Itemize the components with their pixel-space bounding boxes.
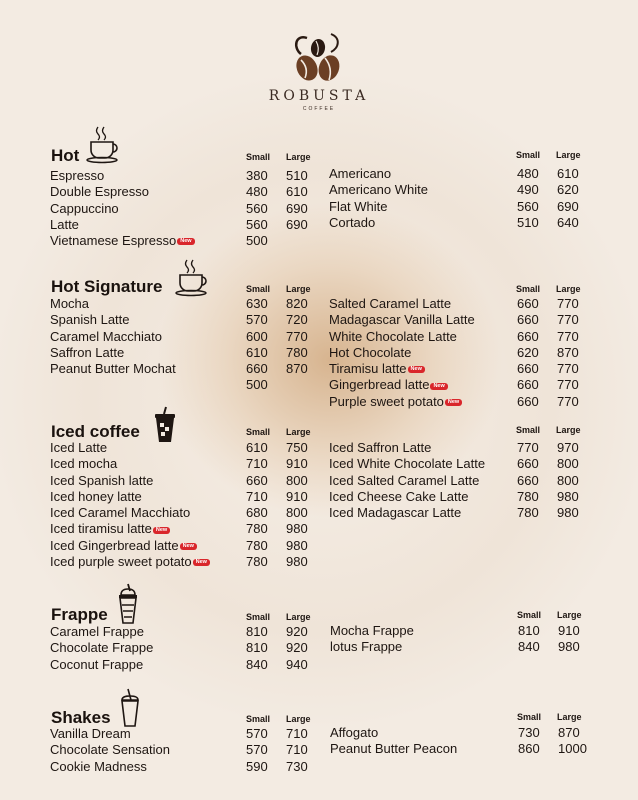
large-header: Large [286, 284, 311, 294]
small-header: Small [516, 284, 541, 294]
coffee-cup-icon [175, 257, 211, 297]
price-small: 660 [517, 328, 539, 344]
small-header: Small [246, 714, 271, 724]
new-badge: New [408, 366, 425, 373]
small-header: Small [517, 610, 542, 620]
price-large: 710 [286, 742, 308, 758]
price-small: 480 [517, 166, 539, 181]
coffee-cup-icon [86, 124, 122, 164]
price-small: 680 [246, 505, 268, 521]
large-header: Large [286, 612, 311, 622]
item-name: Iced White Chocolate Latte [329, 456, 486, 472]
new-badge: New [177, 238, 194, 245]
price-small: 710 [246, 456, 268, 472]
item-name: Salted Caramel Latte [329, 296, 452, 311]
item-name: Cappuccino [50, 200, 119, 216]
item-name: Iced Caramel Macchiato [50, 505, 191, 521]
brand-logo [0, 28, 638, 112]
large-header: Large [286, 152, 311, 162]
price-small: 610 [246, 344, 268, 360]
price-large: 690 [286, 216, 308, 232]
price-small: 600 [246, 328, 268, 344]
price-small: 780 [246, 521, 268, 537]
item-name: Iced Spanish latte [50, 472, 154, 488]
large-header: Large [286, 714, 311, 724]
price-large: 910 [286, 456, 308, 472]
large-header: Large [557, 610, 582, 620]
price-large: 920 [286, 640, 308, 656]
price-small: 660 [517, 377, 539, 393]
item-name: Caramel Macchiato [50, 328, 162, 344]
price-small: 660 [246, 361, 268, 377]
price-large: 980 [286, 521, 308, 537]
price-large: 980 [558, 639, 580, 655]
new-badge: New [180, 543, 197, 550]
price-large: 870 [558, 725, 580, 740]
price-small: 810 [246, 640, 268, 656]
price-large: 1000 [558, 741, 587, 757]
item-name: Iced Madagascar Latte [329, 505, 462, 521]
item-name: Espresso [50, 168, 105, 183]
item-name: Coconut Frappe [50, 656, 144, 672]
item-name: Affogato [330, 725, 379, 740]
price-small: 480 [246, 184, 268, 200]
item-name: Iced Salted Caramel Latte [329, 472, 480, 488]
price-small: 730 [518, 725, 540, 740]
price-small: 380 [246, 168, 268, 183]
price-large: 820 [286, 296, 308, 311]
price-small: 840 [518, 639, 540, 655]
price-small: 860 [518, 741, 540, 757]
price-large: 870 [286, 361, 308, 377]
price-large: 800 [557, 456, 579, 472]
price-large: 770 [557, 361, 579, 377]
item-name: Saffron Latte [50, 344, 125, 360]
price-large: 610 [557, 166, 579, 181]
item-name: Iced Saffron Latte [329, 440, 432, 455]
large-header: Large [557, 712, 582, 722]
price-large: 800 [286, 472, 308, 488]
price-small: 770 [517, 440, 539, 455]
section-title: Hot [51, 146, 80, 165]
small-header: Small [516, 425, 541, 435]
price-small: 560 [246, 216, 268, 232]
item-name: Peanut Butter Peacon [330, 741, 458, 757]
brand-name: ROBUSTA [268, 88, 370, 104]
new-badge: New [430, 383, 447, 390]
brand-tagline: COFFEE [302, 106, 336, 112]
item-name: Mocha [50, 296, 90, 311]
new-badge: New [153, 527, 170, 534]
price-large: 980 [286, 537, 308, 553]
item-name: Flat White [329, 198, 388, 214]
new-badge: New [193, 559, 210, 566]
small-header: Small [517, 712, 542, 722]
small-header: Small [516, 150, 541, 160]
price-small: 780 [246, 554, 268, 570]
price-large: 910 [558, 623, 580, 638]
price-large: 770 [557, 377, 579, 393]
price-small: 660 [517, 456, 539, 472]
price-large: 870 [557, 344, 579, 360]
price-large: 940 [286, 656, 308, 672]
large-header: Large [286, 427, 311, 437]
price-small: 710 [246, 488, 268, 504]
item-name: Hot Chocolate [329, 344, 412, 360]
item-name: Cookie Madness [50, 758, 147, 774]
item-name: Madagascar Vanilla Latte [329, 312, 475, 328]
item-name: Iced honey latte [50, 488, 142, 504]
price-small: 810 [518, 623, 540, 638]
item-name: Caramel Frappe [50, 624, 144, 639]
price-large: 770 [557, 393, 579, 409]
item-name: Chocolate Sensation [50, 742, 170, 758]
price-large: 730 [286, 758, 308, 774]
item-name: Peanut Butter Mochat [50, 361, 176, 377]
section-title: Iced coffee [51, 422, 140, 441]
small-header: Small [246, 427, 271, 437]
item-name: Iced mocha [50, 456, 118, 472]
price-large: 640 [557, 214, 579, 230]
item-name: Iced Latte [50, 440, 108, 455]
price-small: 500 [246, 377, 268, 393]
price-small: 660 [517, 393, 539, 409]
price-small: 660 [517, 472, 539, 488]
price-small: 840 [246, 656, 268, 672]
item-name: Iced tiramisu latte [50, 521, 152, 537]
price-small: 500 [246, 233, 268, 249]
large-header: Large [556, 284, 581, 294]
small-header: Small [246, 612, 271, 622]
price-small: 510 [517, 214, 539, 230]
price-large: 770 [557, 296, 579, 311]
price-large: 980 [557, 488, 579, 504]
price-large: 910 [286, 488, 308, 504]
item-name: Tiramisu latte [329, 361, 407, 377]
price-large: 980 [557, 505, 579, 521]
price-large: 780 [286, 344, 308, 360]
price-small: 810 [246, 624, 268, 639]
item-name: Vietnamese Espresso [50, 233, 177, 249]
price-small: 570 [246, 726, 268, 741]
frappe-cup-icon [116, 583, 140, 625]
price-large: 750 [286, 440, 308, 455]
price-large: 710 [286, 726, 308, 741]
section-title: Frappe [51, 605, 108, 624]
price-large: 800 [557, 472, 579, 488]
item-name: Mocha Frappe [330, 623, 414, 638]
large-header: Large [556, 150, 581, 160]
item-name: Spanish Latte [50, 312, 130, 328]
price-small: 620 [517, 344, 539, 360]
price-small: 780 [517, 505, 539, 521]
item-name: Purple sweet potato [329, 393, 444, 409]
price-large: 510 [286, 168, 308, 183]
item-name: Latte [50, 216, 79, 232]
price-large: 920 [286, 624, 308, 639]
price-small: 780 [517, 488, 539, 504]
price-large: 770 [557, 328, 579, 344]
coffee-beans-icon [287, 28, 351, 84]
price-small: 630 [246, 296, 268, 311]
large-header: Large [556, 425, 581, 435]
iced-cup-icon [152, 406, 178, 446]
item-name: Chocolate Frappe [50, 640, 154, 656]
item-name: lotus Frappe [330, 639, 403, 655]
price-small: 660 [517, 312, 539, 328]
new-badge: New [445, 399, 462, 406]
item-name: White Chocolate Latte [329, 328, 457, 344]
price-large: 720 [286, 312, 308, 328]
price-small: 490 [517, 182, 539, 198]
section-title: Shakes [51, 708, 111, 727]
price-small: 660 [517, 361, 539, 377]
price-small: 560 [246, 200, 268, 216]
item-name: Double Espresso [50, 184, 149, 200]
section-title: Hot Signature [51, 277, 163, 296]
item-name: Iced purple sweet potato [50, 554, 192, 570]
price-large: 610 [286, 184, 308, 200]
price-large: 620 [557, 182, 579, 198]
price-small: 660 [246, 472, 268, 488]
price-large: 980 [286, 554, 308, 570]
price-large: 770 [557, 312, 579, 328]
price-small: 590 [246, 758, 268, 774]
item-name: Iced Gingerbread latte [50, 537, 179, 553]
item-name: Vanilla Dream [50, 726, 131, 741]
small-header: Small [246, 152, 271, 162]
item-name: Iced Cheese Cake Latte [329, 488, 469, 504]
item-name: Gingerbread latte [329, 377, 430, 393]
item-name: Cortado [329, 214, 376, 230]
price-small: 570 [246, 312, 268, 328]
price-large: 690 [286, 200, 308, 216]
price-small: 570 [246, 742, 268, 758]
price-large: 690 [557, 198, 579, 214]
shake-cup-icon [118, 688, 142, 730]
item-name: Americano [329, 166, 392, 181]
price-large: 770 [286, 328, 308, 344]
item-name: Americano White [329, 182, 428, 198]
price-small: 610 [246, 440, 268, 455]
small-header: Small [246, 284, 271, 294]
price-large: 800 [286, 505, 308, 521]
price-small: 560 [517, 198, 539, 214]
price-small: 660 [517, 296, 539, 311]
price-small: 780 [246, 537, 268, 553]
price-large: 970 [557, 440, 579, 455]
